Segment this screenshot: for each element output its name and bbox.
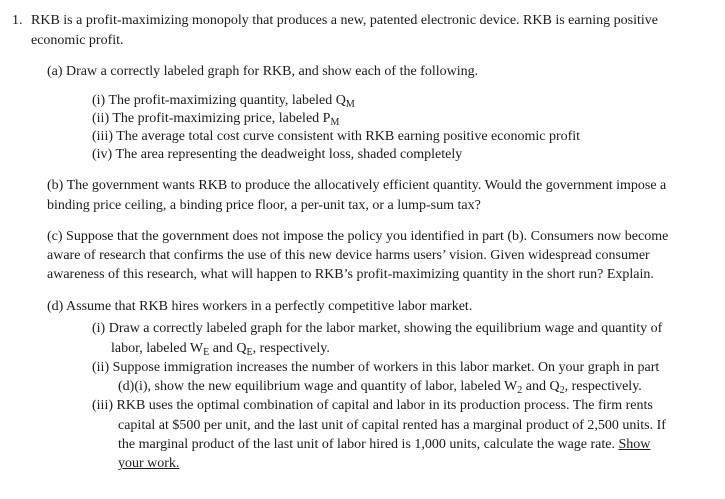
part-a-item-i-text: (i) The profit-maximizing quantity, labeled Q (92, 93, 346, 108)
part-d-item-iii-line-2: capital at $500 per unit, and the last unit of capital rented has a marginal product of 2,500 units. If (118, 418, 666, 433)
subscript: 2 (517, 385, 523, 396)
text: , respectively. (564, 379, 642, 394)
part-a-item-ii (92, 109, 339, 129)
part-d-prompt: (d) Assume that RKB hires workers in a perfectly competitive labor market. (47, 299, 473, 314)
part-b-line-2: binding price ceiling, a binding price floor, a per-unit tax, or a lump-sum tax? (47, 198, 481, 213)
subscript: 2 (559, 385, 565, 396)
part-d-item-iii-line-3 (118, 435, 650, 455)
part-a-item-ii-text: (ii) The profit-maximizing price, labeled P (92, 111, 331, 126)
part-c-line-2: aware of research that confirms the use of this new device harms users’ vision. Given widespread consumer (47, 248, 650, 263)
part-c-line-3: awareness of this research, what will happen to RKB’s profit-maximizing quantity in the short run? Explain. (47, 267, 654, 282)
part-a-item-iii: (iii) The average total cost curve consistent with RKB earning positive economic profit (92, 129, 581, 144)
part-d-item-ii-line-1: (ii) Suppose immigration increases the number of workers in this labor market. On your graph in part (92, 360, 660, 375)
text: labor, labeled W (111, 341, 204, 356)
part-a-prompt: (a) Draw a correctly labeled graph for RKB, and show each of the following. (47, 64, 479, 79)
question-stem-line-1: RKB is a profit-maximizing monopoly that produces a new, patented electronic device. RKB is earning positive (31, 13, 658, 28)
part-d-item-i-line-2 (111, 339, 330, 359)
text: , respectively. (252, 341, 330, 356)
show-work-underlined: Show (618, 437, 651, 452)
part-d-item-iii-line-4: your work. (118, 456, 180, 471)
subscript: M (330, 117, 340, 128)
part-b-line-1: (b) The government wants RKB to produce the allocatively efficient quantity. Would the government impose a (47, 178, 667, 193)
part-a-item-iv: (iv) The area representing the deadweight loss, shaded completely (92, 147, 463, 162)
subscript: E (246, 347, 253, 358)
text: the marginal product of the last unit of labor hired is 1,000 units, calculate the wage rate. (118, 437, 619, 452)
text: and Q (522, 379, 560, 394)
subscript: M (345, 99, 355, 110)
text: and Q (209, 341, 247, 356)
part-d-item-ii-line-2 (118, 377, 642, 397)
part-d-item-iii-line-1: (iii) RKB uses the optimal combination of capital and labor in its production process. The firm rents (92, 398, 653, 413)
part-c-line-1: (c) Suppose that the government does not impose the policy you identified in part (b). Consumers now become (47, 229, 669, 244)
subscript: E (203, 347, 210, 358)
part-d-item-i-line-1: (i) Draw a correctly labeled graph for the labor market, showing the equilibrium wage and quantity of (92, 321, 663, 336)
question-number: 1. (12, 13, 23, 28)
text: (d)(i), show the new equilibrium wage and quantity of labor, labeled W (118, 379, 518, 394)
part-a-item-i (92, 91, 355, 111)
question-stem-line-2: economic profit. (31, 33, 124, 48)
